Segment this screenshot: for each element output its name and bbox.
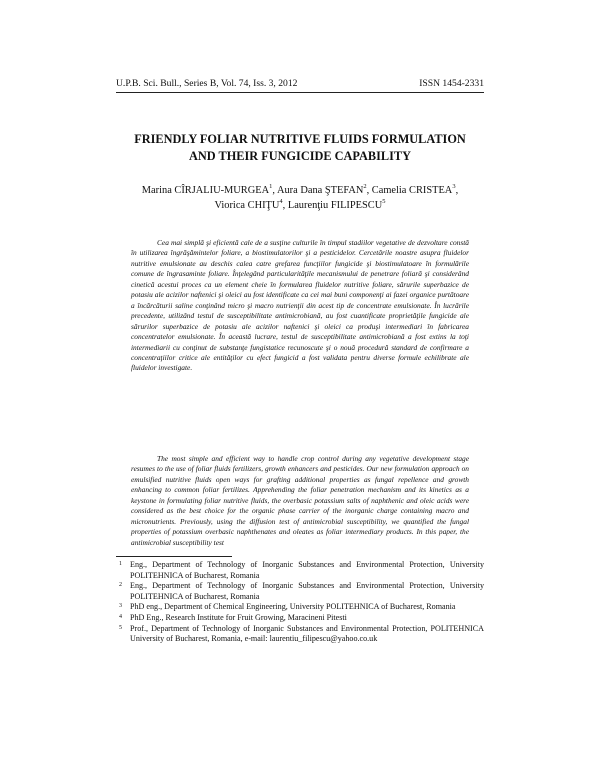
author-separator: , (282, 199, 288, 211)
footnote-rule (116, 556, 232, 557)
author-separator: , (366, 185, 372, 196)
running-header (116, 78, 484, 90)
footnote-text: PhD eng., Department of Chemical Engineering, University POLITEHNICA of Bucharest, Romania (130, 602, 456, 612)
author-affiliation-mark: 4 (279, 197, 283, 205)
author-name: Aura Dana ŞTEFAN (276, 185, 364, 196)
author-line-1 (116, 184, 484, 199)
author-affiliation-mark: 2 (363, 183, 367, 190)
author-list (116, 184, 484, 213)
footnotes (116, 560, 484, 645)
issn: ISSN 1454-2331 (419, 78, 484, 89)
author-name: Marina CÎRJALIU-MURGEA (141, 185, 270, 196)
abstract-romanian: Cea mai simplă şi eficientă cale de a susţine culturile în timpul stadiilor vegetative de dezvoltare constă în utilizarea îngrăşămintelor foliare, a biostimulatorilor şi a pesticidelor. Cercetările noastre asupra fluidelor nutritive emulsionate au deschis calea catre grefarea funcţiilor fungicide şi biostimulatoare în formulările comune de îngrasaminte foliare. Înţelegând particularităţile mecanismului de penetrare foliară şi considerând cinetică acestui proces ca un element cheie în formularea fluidelor nutritive foliare, sărurile superbazice de potasiu ale acizilor naftenici şi oleici au fost identificate ca cei mai buni componenţi ai fazei organice purtătoare a încărcăturii saline conţinând micro şi macro nutrienţii din acest tip de concentrate emulsionate. În lucrările precedente, utilizând testul de susceptibilitate antimicrobiană, au fost cuantificate proprietăţile fungicide ale sărurilor superbazice de potasiu ale acizilor naftenici şi oleici ca produşi intermediari în fabricarea concentratelor emulsionate. În această lucrare, testul de susceptibilitate antimicrobiană a fost extins la toţi intermediarii cu conţinut de substanţe fungistatice recunoscute şi o nouă procedură standard de confirmare a concentraţiilor critice ale entităţilor cu efect fungicid a fost validata pentru diverse formule echilibrate ale fluidelor investigate. (131, 238, 469, 373)
author-separator: , (455, 185, 459, 196)
footnote-item (116, 624, 484, 645)
author-affiliation-mark: 5 (382, 197, 386, 205)
abstract-english: The most simple and efficient way to handle crop control during any vegetative development stage resumes to the use of foliar fluids fertilizers, growth enhancers and pesticides. Our new formulation approach on emulsified nutritive fluids open ways for grafting additional properties as fungal repellence and growth enhancing to common foliar fertilizes. Apprehending the foliar penetration mechanism and its kinetics as a keystone in formulating foliar nutritive fluids, the overbasic potassium salts of naphthenic and oleic acids were considered as the best choice for the organic phase carrier of the inorganic charge containing macro and micronutrients. Previously, using the diffusion test of antimicrobial susceptibility, we quantified the fungal properties of potassium overbasic naphthenates and oleates as foliar intermediary products. In this paper, the antimicrobial susceptibility test (131, 454, 469, 547)
title-line-1: FRIENDLY FOLIAR NUTRITIVE FLUIDS FORMULATION (134, 132, 466, 146)
paper-title (116, 131, 484, 164)
author-name: Viorica CHIŢU (214, 199, 280, 211)
footnote-item (116, 581, 484, 602)
footnote-text: Prof., Department of Technology of Inorganic Substances and Environmental Protection, POLITEHNICA University of Bucharest, Romania, e-mail: laurentiu_filipescu@yahoo.co.uk (130, 623, 484, 644)
footnote-number: 1 (119, 561, 122, 567)
footnote-item (116, 613, 484, 624)
footnote-text: PhD Eng., Research Institute for Fruit Growing, Maracineni Pitesti (130, 612, 347, 622)
author-line-2 (116, 199, 484, 214)
footnote-number: 5 (119, 624, 122, 631)
footnote-number: 3 (119, 603, 122, 610)
author-separator: , (272, 185, 277, 196)
footnote-number: 4 (119, 613, 122, 620)
footnote-item (116, 560, 484, 581)
journal-citation: U.P.B. Sci. Bull., Series B, Vol. 74, Iss. 3, 2012 (116, 78, 298, 89)
header-rule (116, 92, 484, 93)
author-affiliation-mark: 3 (452, 183, 456, 190)
footnote-text: Eng., Department of Technology of Inorganic Substances and Environmental Protection, University POLITEHNICA of Bucharest, Romania (130, 581, 484, 601)
footnote-item (116, 602, 484, 613)
author-name: Camelia CRISTEA (371, 185, 453, 196)
author-affiliation-mark: 1 (269, 183, 273, 190)
author-name: Laurenţiu FILIPESCU (287, 199, 383, 211)
footnote-text: Eng., Department of Technology of Inorganic Substances and Environmental Protection, University POLITEHNICA of Bucharest, Romania (130, 560, 484, 580)
title-line-2: AND THEIR FUNGICIDE CAPABILITY (189, 148, 411, 163)
footnote-number: 2 (119, 582, 122, 589)
